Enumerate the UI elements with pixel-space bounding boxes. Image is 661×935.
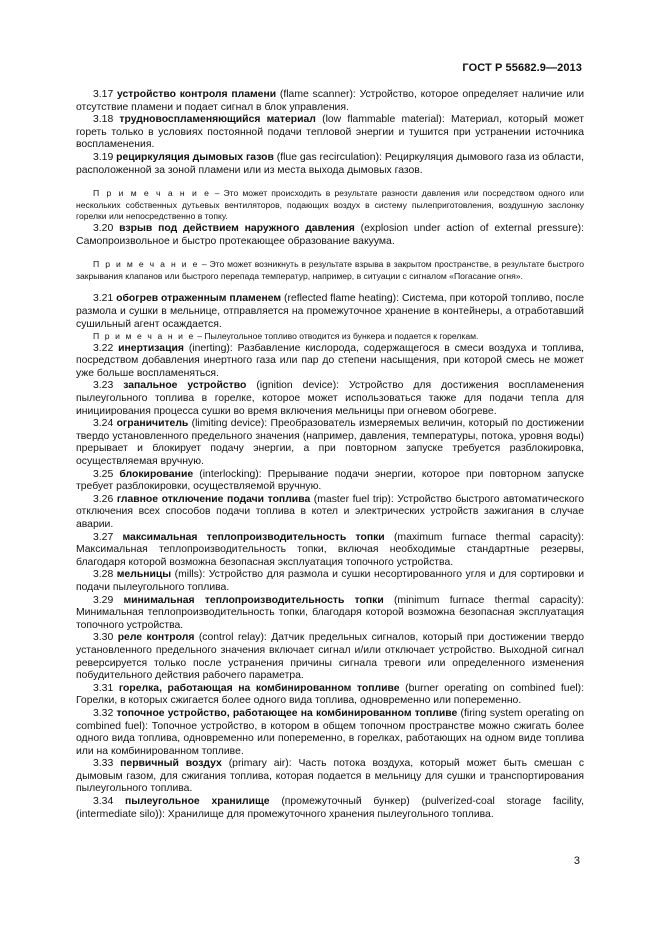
- definition-3-18: 3.18 трудновоспламеняющийся материал (low flammable material): Материал, который может гореть только в условиях постоянной подачи тепловой энергии и тушится при устранении источника воспламенения.: [76, 114, 584, 151]
- page-number: 3: [573, 855, 580, 867]
- note-3-19: П р и м е ч а н и е – Это может происходить в результате разности давления или посредством одного или нескольких собственных дутьевых вентиляторов, подающих воздух в систему пылеприготовления, воздушную заслонку горелки или непосредственно в топку.: [76, 188, 584, 222]
- definition-3-22: 3.22 инертизация (inerting): Разбавление кислорода, содержащегося в смеси воздуха и топлива, посредством добавления инертного газа или пар до степени насыщения, при которой смесь не может уже больше воспламеняться.: [76, 342, 584, 379]
- definition-3-17: 3.17 устройство контроля пламени (flame scanner): Устройство, которое определяет наличие или отсутствие пламени и подает сигнал в блок управления.: [76, 89, 584, 113]
- definition-3-27: 3.27 максимальная теплопроизводительность топки (maximum furnace thermal capacity): Максимальная теплопроизводительность топки, включая необходимые стандартные резервы, благодаря которой возможна безопасная эксплуатация топочного устройства.: [76, 531, 584, 568]
- definition-3-34: 3.34 пылеугольное хранилище (промежуточный бункер) (pulverized-coal storage facility, (intermediate silo)): Хранилище для промежуточного хранения пылеугольного топлива.: [76, 796, 584, 820]
- definition-3-23: 3.23 запальное устройство (ignition device): Устройство для достижения воспламенения пылеугольного топлива в горелке, которое может использоваться также для подачи тепла для инициирования процесса сушки во время включения мельницы при огневом обогреве.: [76, 380, 584, 417]
- definition-3-30: 3.30 реле контроля (control relay): Датчик предельных сигналов, который при достижении твердо установленного предельного значения включает сигнал и/или отключает устройство. Выходной сигнал реверсируется только после устранения причины сигнала тревоги или определенного изменения побудительного действия рабочего параметра.: [76, 632, 584, 682]
- note-3-21: П р и м е ч а н и е – Пылеугольное топливо отводится из бункера и подается к горелкам.: [93, 331, 479, 342]
- definition-3-33: 3.33 первичный воздух (primary air): Часть потока воздуха, который может быть смешан с дымовым газом, для сжигания топлива, которая подается в мельницу для сушки и транспортирования пылеугольного топлива.: [76, 758, 585, 795]
- definition-3-29: 3.29 минимальная теплопроизводительность топки (minimum furnace thermal capacity): Минимальная теплопроизводительность топки, благодаря которой возможна безопасная эксплуатация топочного устройства.: [76, 594, 584, 631]
- definition-3-24: 3.24 ограничитель (limiting device): Преобразователь измеряемых величин, который по достижении твердо установленного предельного значения (например, давления, температуры, потока, уровня воды) прерывает и блокирует подачу энергии, а при повторном запуске требуется разблокировка, осуществляемая вручную.: [76, 418, 585, 468]
- standard-header: ГОСТ Р 55682.9—2013: [462, 62, 582, 74]
- definition-3-21: 3.21 обогрев отраженным пламенем (reflected flame heating): Система, при которой топливо, после размола и сушки в мельнице, отправляется на промежуточное хранение в контейнеры, а отработавший сушильный агент осаждается.: [76, 293, 584, 330]
- definition-3-20: 3.20 взрыв под действием наружного давления (explosion under action of external pressure): Самопроизвольное и быстро протекающее образование вакуума.: [76, 222, 584, 247]
- definition-3-31: 3.31 горелка, работающая на комбинированном топливе (burner operating on combined fuel): Горелки, в которых сжигается более одного вида топлива, одновременно или попеременно.: [76, 682, 584, 707]
- document-body: [76, 89, 584, 821]
- note-3-20: П р и м е ч а н и е – Это может возникнуть в результате взрыва в закрытом пространстве, в результате быстрого закрывания клапанов или быстрого перепада температур, например, в ситуации с сигналом «Погасание огня».: [76, 259, 585, 281]
- definition-3-28: 3.28 мельницы (mills): Устройство для размола и сушки несортированного угля и для сортировки и подачи пылеугольного топлива.: [76, 569, 585, 593]
- definition-3-32: 3.32 топочное устройство, работающее на комбинированном топливе (firing system operating on combined fuel): Топочное устройство, в котором в общем топочном пространстве можно сжигать более одного вида топлива, одновременно или попеременно, в горелках, работающих на одном виде топлива или на комбинированном топливе.: [76, 707, 585, 757]
- definition-3-25: 3.25 блокирование (interlocking): Прерывание подачи энергии, которое при повторном запуске требует разблокировки, осуществляемой вручную.: [76, 468, 584, 493]
- definition-3-19: 3.19 рециркуляция дымовых газов (flue gas recirculation): Рециркуляция дымового газа из области, расположенной за зоной пламени или из места выхода дымовых газов.: [76, 151, 585, 176]
- definition-3-26: 3.26 главное отключение подачи топлива (master fuel trip): Устройство быстрого автоматического отключения всех способов подачи топлива в котел и электрических устройств зажигания в случае аварии.: [76, 493, 584, 530]
